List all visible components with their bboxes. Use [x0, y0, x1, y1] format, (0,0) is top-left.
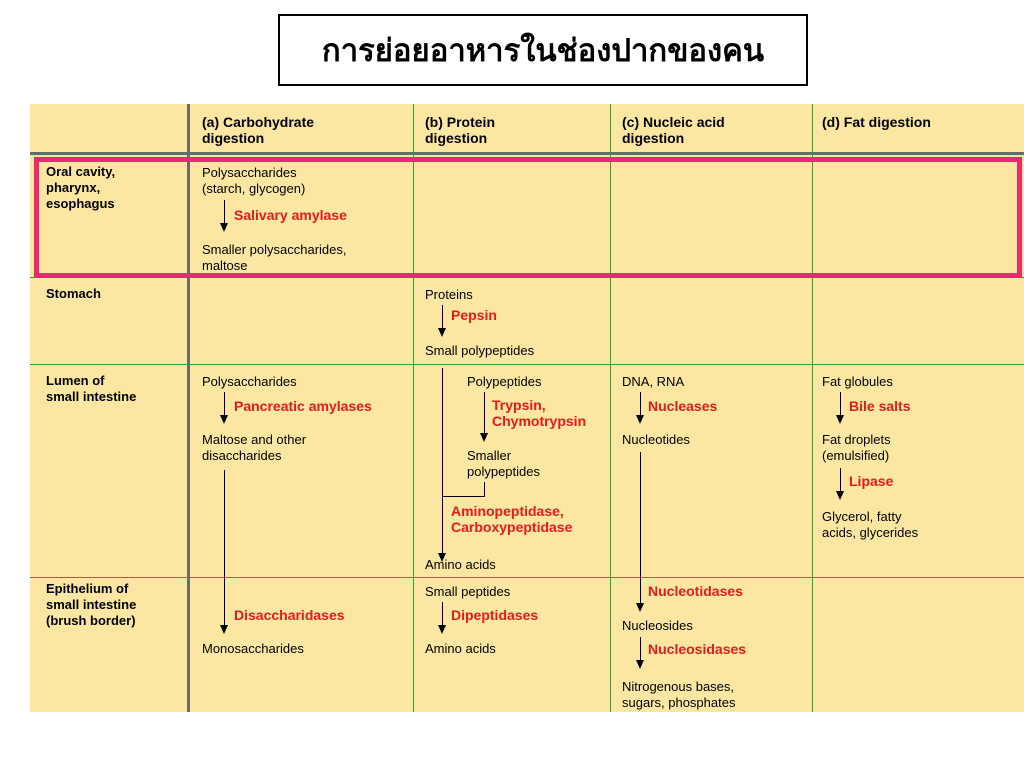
protein-join-vertical	[484, 482, 485, 497]
fat-bile-salts: Bile salts	[849, 398, 911, 414]
carb-salivary-amylase: Salivary amylase	[234, 207, 347, 223]
nucleic-nucleotides: Nucleotides	[622, 432, 690, 447]
carb-monosaccharides: Monosaccharides	[202, 641, 304, 656]
protein-join-horizontal	[442, 496, 485, 497]
header-carbohydrate-1: (a) Carbohydrate	[202, 114, 315, 130]
nucleic-nucleosides: Nucleosides	[622, 618, 693, 633]
row-line-lumen	[30, 364, 1024, 365]
header-fat: (d) Fat digestion	[822, 114, 931, 130]
fat-acids-glycerides: acids, glycerides	[822, 525, 919, 540]
protein-pepsin: Pepsin	[451, 307, 497, 323]
protein-arrow-trypsin	[484, 392, 485, 440]
protein-smaller: Smaller	[467, 448, 512, 463]
carb-pancreatic-amylases: Pancreatic amylases	[234, 398, 372, 414]
row-epithelium-2: small intestine	[46, 597, 137, 612]
row-oral-1: Oral cavity,	[46, 164, 116, 179]
fat-globules: Fat globules	[822, 374, 893, 389]
carb-polysaccharides-lumen: Polysaccharides	[202, 374, 297, 389]
protein-aminopeptidase: Aminopeptidase,	[451, 503, 564, 519]
protein-small-peptides: Small peptides	[425, 584, 511, 599]
nucleic-nucleotidases: Nucleotidases	[648, 583, 743, 599]
nucleic-nucleases: Nucleases	[648, 398, 718, 414]
carb-arrow-epithelium	[224, 470, 225, 632]
header-protein-1: (b) Protein	[425, 114, 495, 130]
carb-disaccharidases: Disaccharidases	[234, 607, 345, 623]
protein-chymotrypsin: Chymotrypsin	[492, 413, 587, 429]
protein-carboxypeptidase: Carboxypeptidase	[451, 519, 573, 535]
header-divider	[30, 152, 1024, 155]
fat-glycerol: Glycerol, fatty	[822, 509, 902, 524]
protein-dipeptidases: Dipeptidases	[451, 607, 539, 623]
carb-polysaccharides-oral: Polysaccharides	[202, 165, 297, 180]
nucleic-nucleosidases: Nucleosidases	[648, 641, 747, 657]
row-epithelium-3: (brush border)	[46, 613, 136, 628]
carb-disaccharides: disaccharides	[202, 448, 282, 463]
nucleic-arrow-nucleases	[640, 392, 641, 422]
protein-polypeptides: Polypeptides	[467, 374, 542, 389]
slide-title: การย่อยอาหารในช่องปากของคน	[321, 33, 765, 69]
header-nucleic-2: digestion	[622, 130, 685, 146]
header-nucleic-1: (c) Nucleic acid	[622, 114, 725, 130]
protein-amino-acids-epi: Amino acids	[425, 641, 496, 656]
row-lumen-1: Lumen of	[46, 373, 105, 388]
header-protein-2: digestion	[425, 130, 488, 146]
nucleic-dna-rna: DNA, RNA	[622, 374, 685, 389]
title-box	[278, 14, 808, 86]
protein-arrow-stomach	[442, 305, 443, 335]
header-carbohydrate-2: digestion	[202, 130, 265, 146]
nucleic-arrow-nucleosidases	[640, 637, 641, 667]
protein-arrow-lumen	[442, 368, 443, 560]
protein-amino-acids-lumen: Amino acids	[425, 557, 496, 572]
protein-arrow-epithelium	[442, 602, 443, 632]
protein-trypsin: Trypsin,	[492, 397, 546, 413]
row-epithelium-1: Epithelium of	[46, 581, 129, 596]
fat-emulsified: (emulsified)	[822, 448, 890, 463]
fat-arrow-lipase	[840, 468, 841, 498]
protein-proteins: Proteins	[425, 287, 473, 302]
fat-droplets: Fat droplets	[822, 432, 891, 447]
row-oral-2: pharynx,	[46, 180, 101, 195]
nucleic-arrow-nucleotidases	[640, 452, 641, 610]
carb-maltose-other: Maltose and other	[202, 432, 307, 447]
row-oral-3: esophagus	[46, 196, 115, 211]
oral-row-highlight	[34, 157, 1022, 278]
fat-arrow-bile	[840, 392, 841, 422]
protein-polypeptides-2: polypeptides	[467, 464, 540, 479]
fat-lipase: Lipase	[849, 473, 894, 489]
row-line-epithelium	[30, 577, 1024, 578]
carb-smaller-polysaccharides: Smaller polysaccharides,	[202, 242, 347, 257]
carb-starch-glycogen: (starch, glycogen)	[202, 181, 306, 196]
row-stomach: Stomach	[46, 286, 101, 301]
nucleic-sugars-phosphates: sugars, phosphates	[622, 695, 736, 710]
protein-small-polypeptides: Small polypeptides	[425, 343, 535, 358]
carb-arrow-lumen	[224, 392, 225, 422]
carb-maltose: maltose	[202, 258, 248, 273]
nucleic-nitrogenous-bases: Nitrogenous bases,	[622, 679, 735, 694]
row-lumen-2: small intestine	[46, 389, 137, 404]
